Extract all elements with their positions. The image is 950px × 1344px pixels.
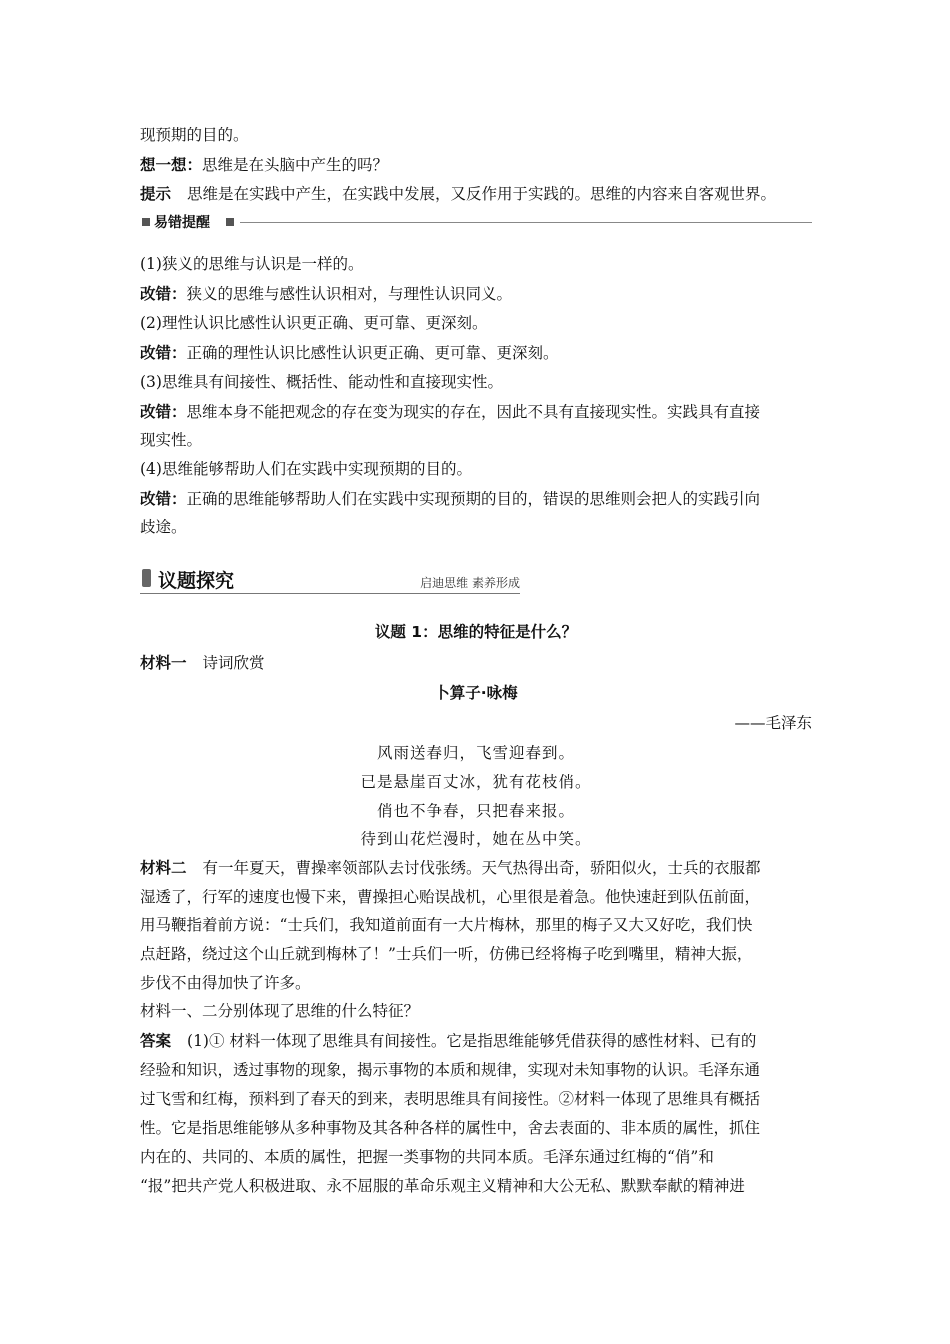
fix-text: 思维本身不能把观念的存在变为现实的存在，因此不具有直接现实性。实践具有直接 (186, 403, 761, 421)
fix-item-2 (140, 342, 812, 364)
answer-line: 过飞雪和红梅，预料到了春天的到来，表明思维具有间接性。②材料一体现了思维具有概括 (140, 1090, 761, 1108)
continuation-text: 现预期的目的。 (140, 126, 249, 144)
answer-line: 经验和知识，透过事物的现象，揭示事物的本质和规律，实现对未知事物的认识。毛泽东通 (140, 1061, 761, 1079)
fix-item-4 (140, 488, 812, 510)
fix-text: 现实性。 (140, 431, 203, 449)
material-2-label: 材料二 (140, 859, 187, 877)
error-statement: (1)狭义的思维与认识是一样的。 (140, 255, 364, 273)
error-item-2 (140, 312, 812, 334)
fix-label: 改错： (140, 285, 187, 303)
paragraph-continuation (140, 124, 812, 146)
fix-label: 改错： (140, 490, 187, 508)
poem-line: 待到山花烂漫时，她在丛中笑。 (360, 830, 592, 848)
answer-line (140, 1030, 812, 1052)
material-2-text: 有一年夏天，曹操率领部队去讨伐张绣。天气热得出奇，骄阳似火，士兵的衣服都 (202, 859, 761, 877)
answer-text: (1)① 材料一体现了思维具有间接性。它是指思维能够凭借获得的感性材料、已有的 (187, 1032, 757, 1050)
section-title: 议题探究 (158, 570, 235, 592)
material-2-line: 湿透了，行军的速度也慢下来，曹操担心贻误战机，心里很是着急。他快速赶到队伍前面， (140, 888, 761, 906)
fix-text: 狭义的思维与感性认识相对，与理性认识同义。 (186, 285, 513, 303)
answer-line: “报”把共产党人积极进取、永不屈服的革命乐观主义精神和大公无私、默默奉献的精神进 (140, 1177, 745, 1195)
error-item-1 (140, 253, 812, 275)
errors-heading: 易错提醒 (154, 215, 210, 231)
topic-title: 议题 1：思维的特征是什么？ (374, 623, 578, 641)
material-1-text: 诗词欣赏 (202, 654, 265, 672)
divider (140, 593, 520, 594)
answer-line: 性。它是指思维能够从多种事物及其各种各样的属性中，舍去表面的、非本质的属性，抓住 (140, 1119, 761, 1137)
fix-text: 正确的理性认识比感性认识更正确、更可靠、更深刻。 (186, 344, 559, 362)
answer-label: 答案 (140, 1032, 172, 1050)
poem-line: 已是悬崖百丈冰，犹有花枝俏。 (360, 773, 592, 791)
fix-item-3-cont (140, 429, 812, 451)
error-item-3 (140, 371, 812, 393)
section-marker-icon (142, 569, 151, 587)
material-2-line (140, 857, 812, 879)
question: 材料一、二分别体现了思维的什么特征？ (140, 1002, 420, 1020)
square-marker-icon (226, 218, 234, 226)
material-1-header (140, 652, 812, 674)
poem-line: 风雨送春归，飞雪迎春到。 (376, 744, 575, 762)
fix-text: 歧途。 (140, 518, 187, 536)
divider (240, 222, 812, 223)
fix-label: 改错： (140, 344, 187, 362)
fix-label: 改错： (140, 403, 187, 421)
errors-banner (140, 210, 812, 234)
answer-line: 内在的、共同的、本质的属性，把握一类事物的共同本质。毛泽东通过红梅的“俏”和 (140, 1148, 714, 1166)
material-1-label: 材料一 (140, 654, 187, 672)
poem-author: ——毛泽东 (734, 714, 812, 732)
material-2-line: 步伐不由得加快了许多。 (140, 974, 311, 992)
fix-item-4-cont (140, 516, 812, 538)
fix-text: 正确的思维能够帮助人们在实践中实现预期的目的，错误的思维则会把人的实践引向 (186, 490, 761, 508)
material-2-line: 用马鞭指着前方说：“士兵们，我知道前面有一大片梅林，那里的梅子又大又好吃，我们快 (140, 916, 753, 934)
section-subtitle: 启迪思维 素养形成 (420, 576, 520, 590)
think-text: 思维是在头脑中产生的吗？ (202, 156, 389, 174)
error-statement: (4)思维能够帮助人们在实践中实现预期的目的。 (140, 460, 472, 478)
poem-title: 卜算子·咏梅 (434, 684, 518, 702)
error-item-4 (140, 458, 812, 480)
think-label: 想一想： (140, 156, 203, 174)
error-statement: (2)理性认识比感性认识更正确、更可靠、更深刻。 (140, 314, 488, 332)
square-marker-icon (142, 218, 150, 226)
fix-item-1 (140, 283, 812, 305)
think-question (140, 154, 812, 176)
hint-label: 提示 (140, 185, 172, 203)
hint-line (140, 183, 812, 205)
poem-line: 俏也不争春，只把春来报。 (376, 802, 575, 820)
error-statement: (3)思维具有间接性、概括性、能动性和直接现实性。 (140, 373, 503, 391)
hint-text: 思维是在实践中产生，在实践中发展，又反作用于实践的。思维的内容来自客观世界。 (187, 185, 777, 203)
fix-item-3 (140, 401, 812, 423)
section-header (140, 566, 520, 592)
material-2-line: 点赶路，绕过这个山丘就到梅林了！”士兵们一听，仿佛已经将梅子吃到嘴里，精神大振， (140, 945, 753, 963)
